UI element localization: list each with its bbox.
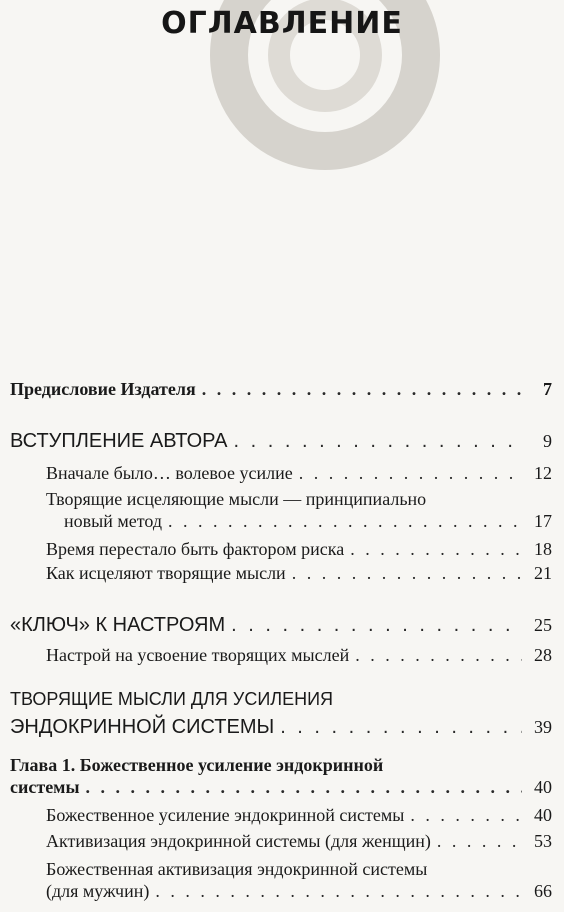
toc-leader bbox=[410, 804, 522, 826]
toc-leader bbox=[234, 430, 523, 452]
toc-leader bbox=[292, 562, 522, 584]
toc-leader bbox=[202, 378, 522, 400]
toc-page-number: 66 bbox=[534, 881, 552, 901]
toc-leader bbox=[155, 880, 522, 902]
toc-entry-text: Активизация эндокринной системы (для женщин) bbox=[46, 831, 431, 851]
toc-entry bbox=[0, 772, 564, 798]
toc-page-number: 40 bbox=[534, 777, 552, 797]
toc-entry bbox=[0, 426, 564, 452]
toc-entry bbox=[0, 374, 564, 400]
toc-leader bbox=[437, 830, 522, 852]
toc-entry bbox=[0, 876, 564, 902]
toc-page-number: 12 bbox=[534, 463, 552, 483]
toc-entry bbox=[0, 610, 564, 636]
toc-page-number: 9 bbox=[543, 431, 552, 451]
toc-page-number: 53 bbox=[534, 831, 552, 851]
toc-entry-text: ТВОРЯЩИЕ МЫСЛИ ДЛЯ УСИЛЕНИЯ bbox=[10, 689, 334, 709]
toc-page-number: 21 bbox=[534, 563, 552, 583]
toc-entry-text: «КЛЮЧ» К НАСТРОЯМ bbox=[10, 614, 226, 636]
toc-leader bbox=[168, 510, 522, 532]
toc-entry bbox=[0, 712, 564, 738]
toc-page-number: 18 bbox=[534, 539, 552, 559]
toc-leader bbox=[231, 614, 522, 636]
toc-entry-text: ВСТУПЛЕНИЕ АВТОРА bbox=[10, 430, 228, 452]
toc-leader bbox=[299, 462, 522, 484]
toc-entry-text: Божественная активизация эндокринной системы bbox=[46, 859, 428, 879]
toc-entry bbox=[0, 640, 564, 666]
toc-page-number: 40 bbox=[534, 805, 552, 825]
toc-entry-text: Божественное усиление эндокринной системы bbox=[46, 805, 405, 825]
toc-page-number: 7 bbox=[543, 379, 552, 399]
toc-entry bbox=[0, 506, 564, 532]
toc-entry-text: Как исцеляют творящие мысли bbox=[46, 563, 286, 583]
toc-page-number: 17 bbox=[534, 511, 552, 531]
toc-leader bbox=[350, 538, 522, 560]
toc-leader bbox=[280, 716, 522, 738]
toc-entry bbox=[0, 826, 564, 852]
toc-entry bbox=[0, 558, 564, 584]
toc-entry bbox=[0, 800, 564, 826]
toc-entry-text: Вначале было… волевое усилие bbox=[46, 463, 293, 483]
toc-page-number: 25 bbox=[534, 615, 552, 635]
toc-page-number: 39 bbox=[534, 717, 552, 737]
page-title: ОГЛАВЛЕНИЕ bbox=[161, 6, 403, 41]
toc-entry-text-continued: (для мужчин) bbox=[46, 881, 150, 901]
toc-entry-text: Время перестало быть фактором риска bbox=[46, 539, 345, 559]
toc-entry-text-continued: ЭНДОКРИННОЙ СИСТЕМЫ bbox=[10, 716, 275, 738]
toc-entry-text-continued: системы bbox=[10, 777, 80, 797]
toc-entry-text-continued: новый метод bbox=[64, 511, 163, 531]
toc-entry-text: Настрой на усвоение творящих мыслей bbox=[46, 645, 350, 665]
toc-entry bbox=[0, 458, 564, 484]
toc-entry-text: Предисловие Издателя bbox=[10, 379, 196, 399]
toc-entry-text: Глава 1. Божественное усиление эндокринной bbox=[10, 755, 384, 775]
toc-leader bbox=[355, 644, 522, 666]
toc-leader bbox=[86, 776, 523, 798]
toc-entry bbox=[0, 534, 564, 560]
toc-entry-text: Творящие исцеляющие мысли — принципиально bbox=[46, 489, 427, 509]
toc-page-number: 28 bbox=[534, 645, 552, 665]
